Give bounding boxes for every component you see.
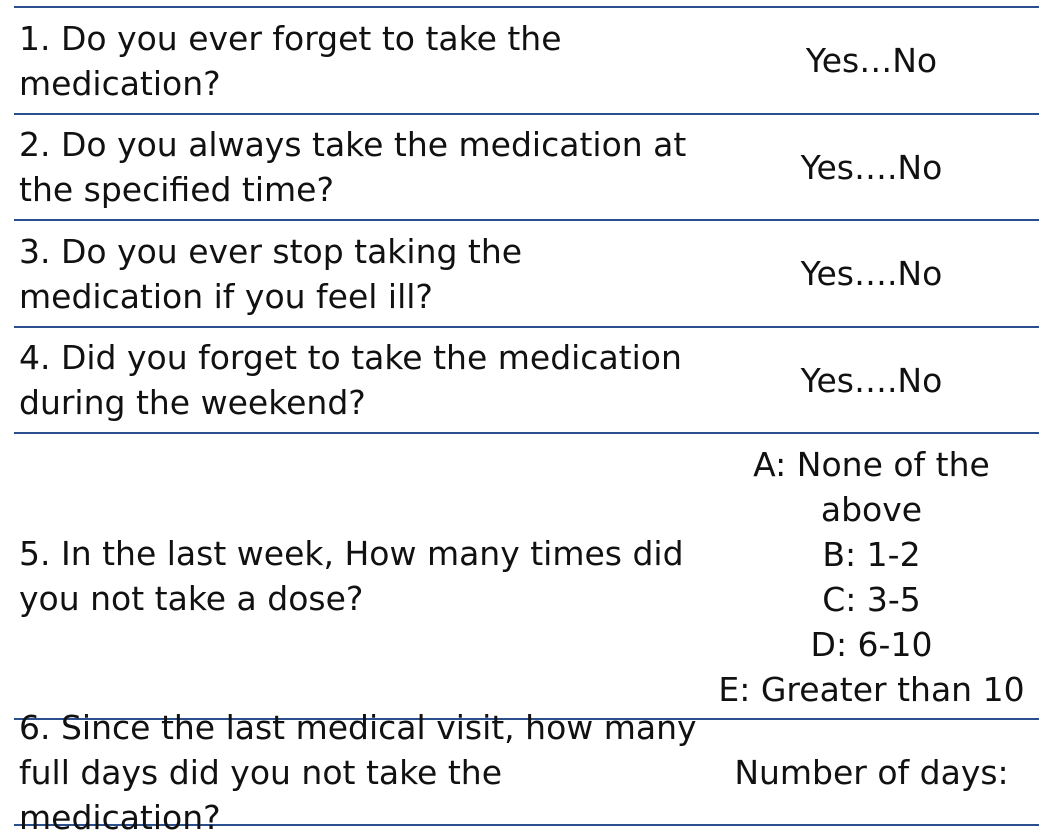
question-cell: 6. Since the last medical visit, how many full days did you not take the medication? bbox=[19, 707, 697, 837]
answer-cell: Yes….No bbox=[800, 360, 943, 400]
option-d: D: 6-10 bbox=[810, 625, 933, 664]
table-row bbox=[14, 113, 1039, 219]
medication-adherence-table bbox=[14, 6, 1039, 837]
option-a: A: None of the above bbox=[753, 445, 990, 529]
question-cell: 1. Do you ever forget to take the medication? bbox=[19, 18, 562, 103]
question-cell: 3. Do you ever stop taking the medication if you feel ill? bbox=[19, 231, 523, 316]
option-c: C: 3-5 bbox=[822, 580, 921, 619]
option-b: B: 1-2 bbox=[822, 535, 921, 574]
answer-cell: Yes…No bbox=[805, 41, 938, 80]
table-row bbox=[14, 219, 1039, 326]
answer-cell: Number of days: bbox=[734, 752, 1009, 792]
answer-cell: Yes….No bbox=[800, 147, 943, 187]
table-row bbox=[14, 326, 1039, 432]
table-row bbox=[14, 707, 1039, 837]
question-cell: 4. Did you forget to take the medication during the weekend? bbox=[19, 338, 682, 422]
table-row bbox=[14, 6, 1039, 113]
option-e: E: Greater than 10 bbox=[718, 670, 1025, 709]
answer-cell: Yes….No bbox=[800, 254, 943, 293]
question-cell: 5. In the last week, How many times did you not take a dose? bbox=[19, 534, 684, 618]
question-cell: 2. Do you always take the medication at the specified time? bbox=[19, 125, 687, 209]
answer-options bbox=[704, 440, 1039, 712]
table-row bbox=[14, 432, 1039, 718]
